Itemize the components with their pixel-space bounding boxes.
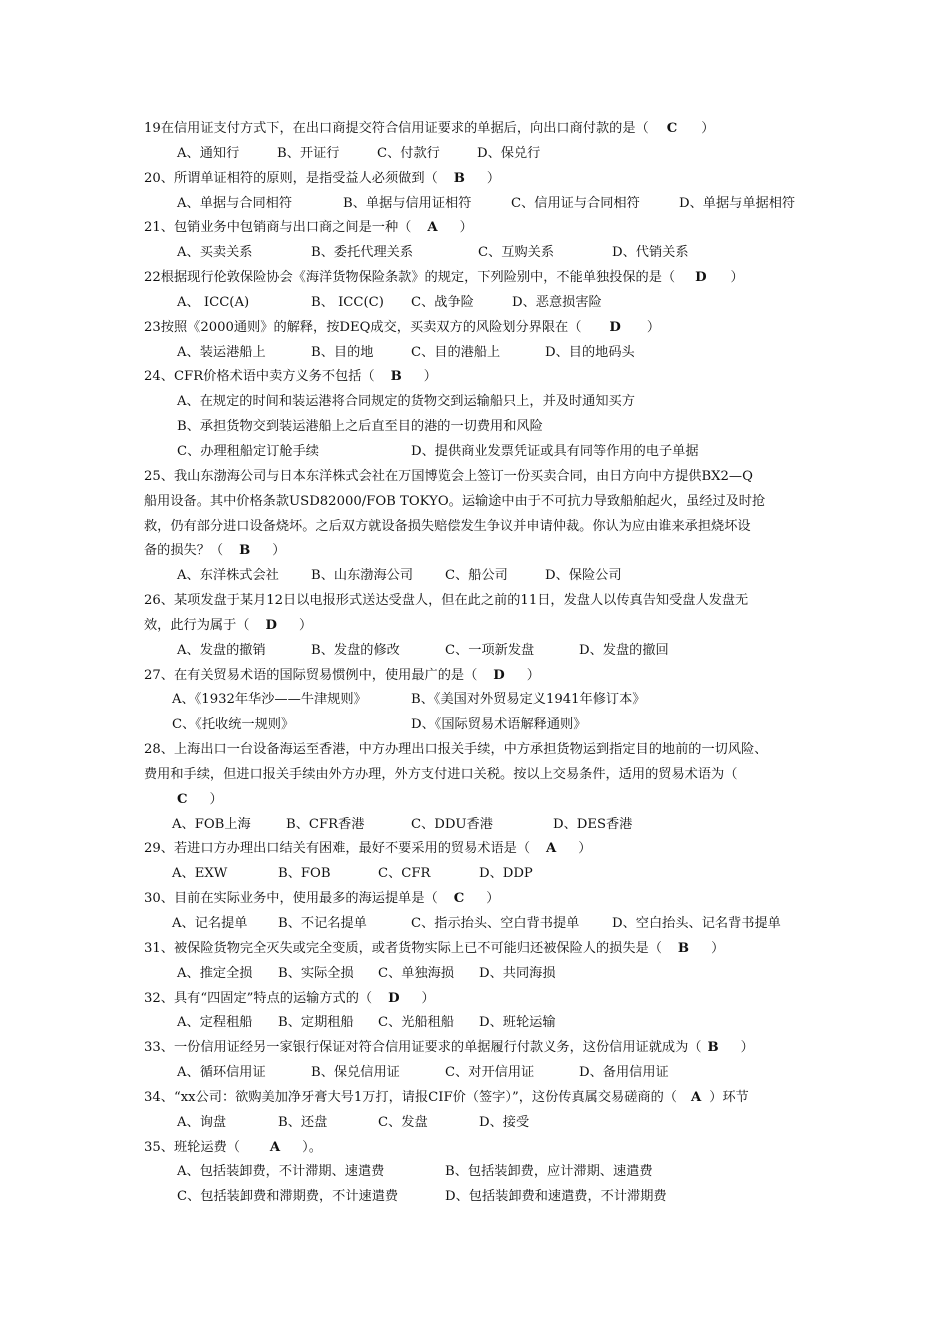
option-text: D、共同海损 [479,965,556,981]
question-line [0,937,950,962]
option-text: B、保兑信用证 [311,1065,400,1081]
question-line [0,763,950,788]
option-line [0,142,950,167]
option-text: A、买卖关系 [177,245,253,261]
option-text: B、承担货物交到装运港船上之后直至目的港的一切费用和风险 [177,419,543,435]
option-text: C、战争险 [411,294,474,310]
option-line [0,564,950,589]
question-line [0,614,950,639]
option-text: D、DES香港 [553,816,633,832]
option-text: B、还盘 [278,1114,328,1130]
option-text: D、接受 [479,1114,530,1130]
answer-letter: C [666,121,678,136]
option-text: B、山东渤海公司 [311,568,414,584]
question-line [0,589,950,614]
option-text: C、包括装卸费和滞期费，不计速遣费 [177,1189,399,1205]
option-text: D、保险公司 [545,568,622,584]
question-text: 效，此行为属于（ [144,617,250,633]
option-text: B、不记名提单 [278,916,367,931]
question-trail: ） [526,667,540,683]
option-text: C、单独海损 [378,965,455,981]
exam-page [0,117,950,1210]
question-text: 30、目前在实际业务中，使用最多的海运提单是（ [144,891,438,907]
answer-letter: D [493,667,505,683]
answer-letter: C [177,791,188,807]
question-line [0,465,950,490]
option-line [0,390,950,415]
option-text: D、目的地码头 [545,344,635,360]
question-line [0,1136,950,1161]
option-line [0,688,950,713]
option-text: C、信用证与合同相符 [511,195,640,211]
question-line [0,887,950,912]
option-text: D、班轮运输 [479,1015,556,1031]
answer-letter: B [677,940,690,956]
question-trail: ） [578,841,592,857]
option-text: A、EXW [172,866,228,882]
option-line [0,192,950,217]
question-trail: ）。 [302,1139,322,1155]
option-line [0,1185,950,1210]
answer-letter: D [609,319,621,335]
option-line [0,1111,950,1136]
option-line [0,291,950,316]
option-text: A、单据与合同相符 [177,195,293,211]
question-line [0,490,950,515]
question-trail: ） [459,220,473,236]
option-line [0,788,950,813]
answer-letter: B [239,543,251,559]
option-text: D、空白抬头、记名背书提单 [612,916,781,931]
answer-letter: B [707,1040,719,1056]
option-line [0,440,950,465]
question-line [0,365,950,390]
question-text: 31、被保险货物完全灭失或完全变质，或者货物实际上已不可能归还被保险人的损失是（ [144,940,662,956]
question-trail: ） [423,369,437,385]
option-line [0,962,950,987]
option-line [0,341,950,366]
option-text: B、目的地 [311,344,374,360]
option-text: B、单据与信用证相符 [343,195,472,211]
answer-letter: D [388,990,400,1006]
question-text: 20、所谓单证相符的原则，是指受益人必须做到（ [144,170,438,186]
option-text: A、推定全损 [177,965,253,981]
option-text: A、发盘的撤销 [177,642,266,658]
answer-letter: A [546,841,557,857]
option-text: C、目的港船上 [411,344,501,360]
option-line [0,1061,950,1086]
question-trail: ） [209,791,223,807]
question-trail: ） [298,617,313,633]
answer-letter: A [690,1089,702,1105]
question-line [0,167,950,192]
question-line [0,216,950,241]
option-text: C、对开信用证 [445,1065,535,1081]
question-text: 29、若进口方办理出口结关有困难，最好不要采用的贸易术语是（ [144,841,531,857]
option-line [0,639,950,664]
question-text: 35、班轮运费（ [144,1139,240,1155]
option-text: B、 ICC(C) [311,294,384,310]
option-text: B、《美国对外贸易定义1941年修订本》 [411,692,646,708]
option-line [0,713,950,738]
question-text: 费用和手续，但进口报关手续由外方办理，外方支付进口关税。按以上交易条件，适用的贸易术语为（ [144,766,738,782]
answer-letter: A [269,1139,281,1155]
question-text: 24、CFR价格术语中卖方义务不包括（ [144,369,375,385]
question-text: 船用设备。其中价格条款USD82000/FOB TOKYO。运输途中由于不可抗力导致船舶起火，虽经过及时抢 [144,493,766,509]
question-trail: ） [421,990,435,1006]
question-text: 备的损失？（ [144,543,224,559]
option-text: B、CFR香港 [286,816,365,832]
option-line [0,1011,950,1036]
question-line [0,316,950,341]
option-text: C、DDU香港 [411,816,493,832]
option-text: A、包括装卸费，不计滞期、速遣费 [177,1164,385,1180]
question-text: 34、“xx公司：欲购美加净牙膏大号1万打，请报CIF价（签字）”，这份传真属交易磋商的（ [144,1089,677,1105]
option-text: A、东洋株式会社 [177,568,279,584]
option-text: A、《1932年华沙——牛津规则》 [172,692,367,708]
option-text: C、一项新发盘 [445,642,535,658]
question-line [0,664,950,689]
question-trail: ） [701,121,715,136]
option-text: B、定期租船 [278,1015,354,1031]
question-text: 21、包销业务中包销商与出口商之间是一种（ [144,220,412,236]
option-line [0,1160,950,1185]
question-text: 26、某项发盘于某月12日以电报形式送达受盘人，但在此之前的11日，发盘人以传真告知受盘人发盘无 [144,593,749,609]
option-text: D、包括装卸费和速遣费，不计滞期费 [445,1189,667,1205]
option-line [0,912,950,937]
option-line [0,241,950,266]
option-text: B、委托代理关系 [311,245,414,261]
option-text: A、在规定的时间和装运港将合同规定的货物交到运输船只上，并及时通知买方 [177,394,635,410]
question-trail: ） [486,891,500,907]
option-text: C、指示抬头、空白背书提单 [411,916,580,931]
question-trail: ） [740,1040,754,1056]
option-text: B、开证行 [277,145,340,161]
question-text: 救，仍有部分进口设备烧坏。之后双方就设备损失赔偿发生争议并申请仲裁。你认为应由谁来承担烧坏设 [144,518,751,534]
option-text: D、单据与单据相符 [679,195,796,211]
option-text: A、 ICC(A) [177,294,250,310]
option-text: A、记名提单 [172,916,248,931]
option-text: B、实际全损 [278,965,354,981]
question-trail: ） [272,543,286,559]
question-text: 32、具有“四固定”特点的运输方式的（ [144,990,373,1006]
option-text: B、FOB [278,866,331,882]
option-text: D、发盘的撤回 [579,642,669,658]
option-text: B、发盘的修改 [311,642,400,658]
question-line [0,539,950,564]
question-line [0,1036,950,1061]
question-trail: ） [486,170,501,186]
question-line [0,837,950,862]
question-text: 27、在有关贸易术语的国际贸易惯例中，使用最广的是（ [144,667,478,683]
option-text: A、询盘 [177,1114,227,1130]
option-text: A、装运港船上 [177,344,266,360]
question-trail: ）环节 [709,1089,749,1105]
option-line [0,813,950,838]
option-text: C、办理租船定订舱手续 [177,443,319,459]
option-text: D、提供商业发票凭证或具有同等作用的电子单据 [411,443,699,459]
option-text: D、《国际贸易术语解释通则》 [411,717,587,733]
answer-letter: A [427,220,438,236]
option-text: C、CFR [378,866,431,882]
question-trail: ） [730,270,744,286]
option-text: C、互购关系 [478,245,555,261]
question-line [0,738,950,763]
question-trail: ） [646,319,661,335]
option-line [0,415,950,440]
question-text: 25、我山东渤海公司与日本东洋株式会社在万国博览会上签订一份买卖合同，由日方向中方提供BX2—Q [144,468,753,484]
option-text: C、付款行 [377,145,440,161]
question-text: 19在信用证支付方式下，在出口商提交符合信用证要求的单据后，向出口商付款的是（ [144,121,649,136]
option-text: A、FOB上海 [172,816,251,832]
answer-letter: B [453,170,465,186]
answer-letter: D [695,270,707,286]
option-text: D、恶意损害险 [512,294,602,310]
option-text: C、发盘 [378,1114,428,1130]
option-text: A、循环信用证 [177,1065,266,1081]
answer-letter: D [265,617,277,633]
question-text: 28、上海出口一台设备海运至香港，中方办理出口报关手续，中方承担货物运到指定目的地前的一切风险、 [144,742,768,758]
answer-letter: C [453,891,465,907]
option-text: D、备用信用证 [579,1065,669,1081]
option-text: C、《托收统一规则》 [172,717,295,733]
option-text: D、DDP [479,866,533,882]
question-text: 33、一份信用证经另一家银行保证对符合信用证要求的单据履行付款义务，这份信用证就成为（ [144,1040,702,1056]
option-text: D、代销关系 [612,245,689,261]
question-text: 23按照《2000通则》的解释，按DEQ成交，买卖双方的风险划分界限在（ [144,319,582,335]
option-text: C、船公司 [445,568,508,584]
question-line [0,1086,950,1111]
option-text: A、通知行 [177,145,240,161]
option-text: A、定程租船 [177,1015,253,1031]
option-text: B、包括装卸费，应计滞期、速遣费 [445,1164,653,1180]
answer-letter: B [390,369,402,385]
option-line [0,862,950,887]
option-text: D、保兑行 [477,145,541,161]
option-text: C、光船租船 [378,1015,455,1031]
question-line [0,515,950,540]
question-text: 22根据现行伦敦保险协会《海洋货物保险条款》的规定，下列险别中，不能单独投保的是（ [144,270,676,286]
question-trail: ） [711,940,725,956]
question-line [0,266,950,291]
question-line [0,117,950,142]
question-line [0,987,950,1012]
